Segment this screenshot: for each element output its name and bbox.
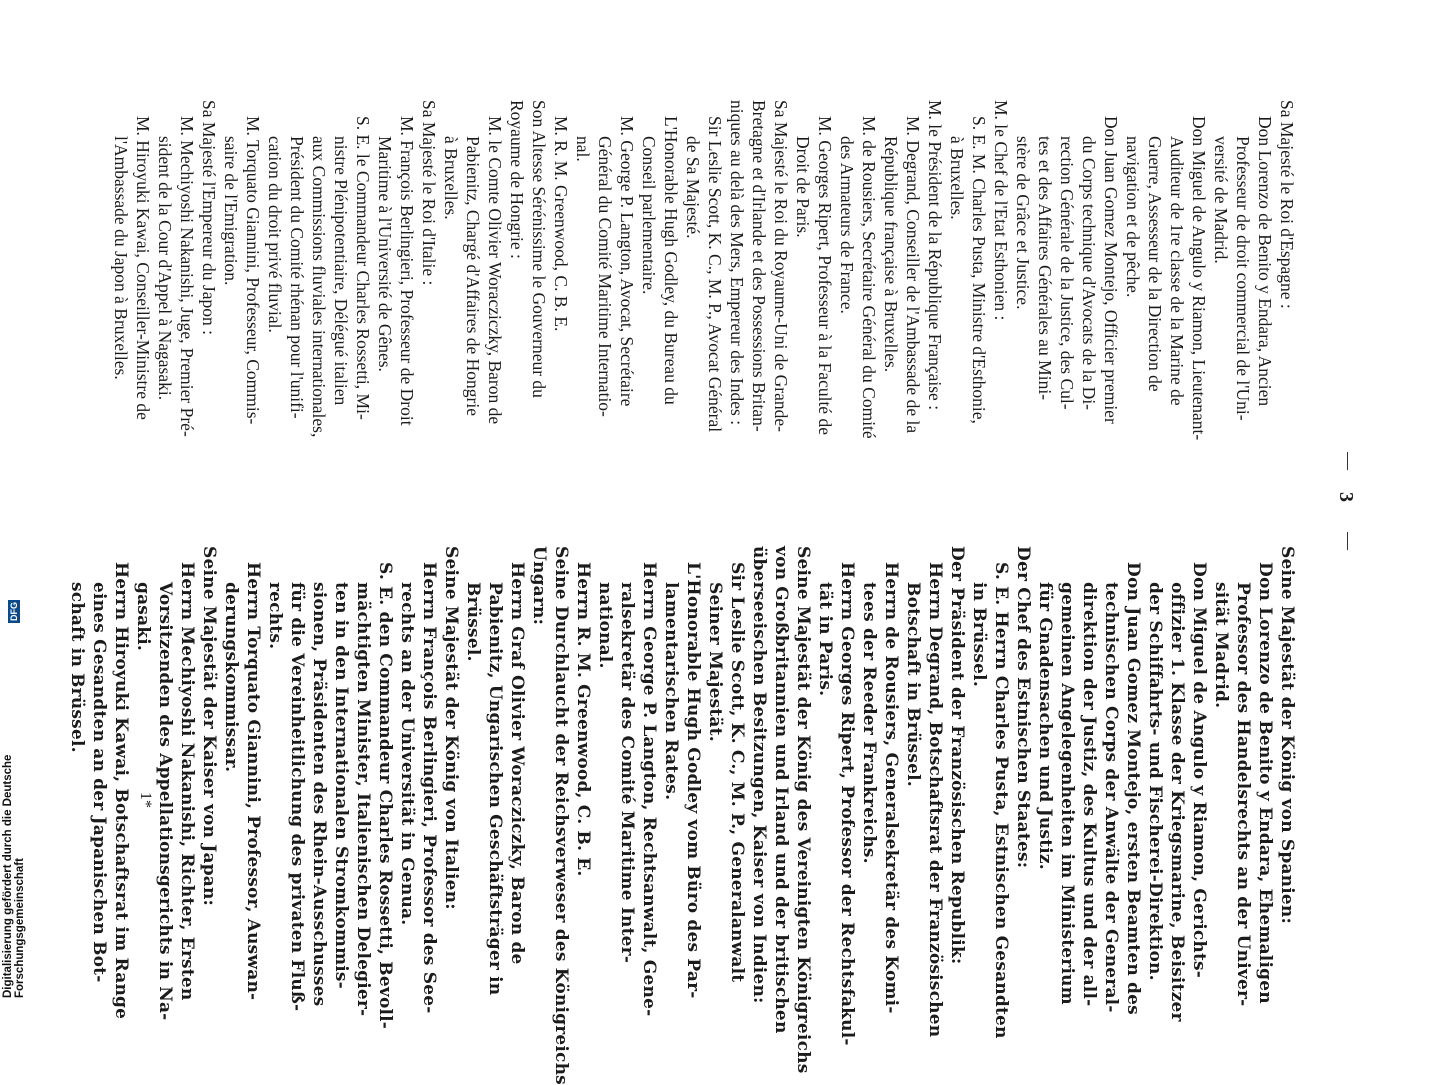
french-line: République française à Bruxelles. [881, 136, 901, 373]
french-line: M. Degrand, Conseiller de l'Ambassade de la [903, 116, 923, 434]
german-line: gemeinen Angelegenheiten im Ministerium [1057, 582, 1077, 1005]
german-line: überseeischen Besitzungen, Kaiser von Indien: [749, 546, 769, 1004]
german-line: für die Vereinheitlichung des privaten Fluß- [287, 582, 307, 1012]
page-dash-bottom: — [1339, 532, 1359, 550]
french-line: Don Juan Gomez Montejo, Officier premier [1101, 116, 1121, 424]
french-line: navigation et de pêche. [1123, 136, 1143, 298]
french-line: M. Georges Ripert, Professeur à la Faculté de [815, 116, 835, 435]
french-line: L'Honorable Hugh Godley, du Bureau du [661, 116, 681, 405]
german-line: S. E. den Commandeur Charles Rossetti, Bevoll- [375, 562, 395, 1030]
french-line: rection Générale de la Justice, des Cul- [1057, 136, 1077, 410]
french-line: M. Torquato Giannini, Professeur, Commis- [243, 116, 263, 425]
french-line: du Corps technique d'Avocats de la Di- [1079, 136, 1099, 411]
german-line: national. [595, 582, 615, 669]
german-line: eines Gesandten an der Japanischen Bot- [89, 582, 109, 983]
german-line: rechts an der Universität in Genua. [397, 582, 417, 926]
german-line: Der Präsident der Französischen Republik: [947, 546, 967, 965]
french-line: M. George P. Langton, Avocat, Secrétaire [617, 116, 637, 407]
french-line: l'Ambassade du Japon à Bruxelles. [111, 136, 131, 380]
german-line: Sir Leslie Scott, K. C., M. P., Generalanwalt [727, 562, 747, 983]
french-line: Sa Majesté le Roi d'Italie : [419, 100, 439, 286]
german-line: von Großbritannien und Irland und der britischen [771, 546, 791, 1034]
german-line: Herrn George P. Langton, Rechtsanwalt, Gene- [639, 562, 659, 1017]
french-line: saire de l'Emigration. [221, 136, 241, 286]
german-line: Herrn Georges Ripert, Professor der Rechtsfakul- [837, 562, 857, 1046]
german-line: Herrn Torquato Giannini, Professor, Auswan- [243, 562, 263, 1001]
german-line: Don Lorenzo de Benito y Endara, Ehemaligen [1255, 562, 1275, 1004]
german-line: derungskommissar. [221, 582, 241, 773]
signature-mark: 1* [137, 792, 154, 808]
french-line: S. E. M. Charles Pusta, Ministre d'Esthonie, [969, 116, 989, 424]
german-line: in Brüssel. [969, 582, 989, 687]
german-line: S. E. Herrn Charles Pusta, Estnischen Gesandten [991, 562, 1011, 1039]
german-line: Ungarn: [529, 546, 549, 626]
french-column [110, 100, 1298, 440]
french-line: tes et des Affaires Générales au Mini- [1035, 136, 1055, 401]
german-column [66, 546, 1298, 1085]
french-line: Don Miguel de Angulo y Riamon, Lieutenant- [1189, 116, 1209, 441]
french-line: M. le Chef de l'Etat Esthonien : [991, 100, 1011, 321]
german-line: Professor des Handelsrechts an der Univer- [1233, 582, 1253, 1007]
french-line: Sa Majesté l'Empereur du Japon : [199, 100, 219, 335]
french-line: sident de la Cour d'Appel à Nagasaki. [155, 136, 175, 401]
french-line: M. le Président de la République Française : [925, 100, 945, 411]
french-line: de Sa Majesté. [683, 136, 703, 239]
german-line: für Gnadensachen und Justiz. [1035, 582, 1055, 870]
german-line: sionen, Präsidenten des Rhein-Ausschusses [309, 582, 329, 1007]
german-line: Seine Durchlaucht der Reichsverweser des Königreichs [551, 546, 571, 1085]
german-line: Herrn R. M. Greenwood, C. B. E. [573, 562, 593, 877]
german-line: gasaki. [133, 582, 153, 652]
french-line: Bretagne et d'Irlande et des Possessions Britan- [749, 100, 769, 432]
french-line: Royaume de Hongrie : [507, 100, 527, 259]
german-line: Herrn de Rousiers, Generalsekretär des Komi- [881, 562, 901, 1014]
french-line: Général du Comité Maritime Internatio- [595, 136, 615, 417]
german-line: L'Honorable Hugh Godley vom Büro des Par- [683, 562, 703, 999]
german-line: sität Madrid. [1211, 582, 1231, 709]
german-line: schaft in Brüssel. [67, 582, 87, 753]
german-line: ten in den Internationalen Stromkommis- [331, 582, 351, 989]
german-line: mächtigten Minister, Italienischen Delegier- [353, 582, 373, 1017]
french-line: aux Commissions fluviales internationales, [309, 136, 329, 438]
german-line: der Schiffahrts- und Fischerei-Direktion. [1145, 582, 1165, 981]
page-dash-top: — [1339, 452, 1359, 470]
french-line: Président du Comité rhénan pour l'unifi- [287, 136, 307, 419]
german-line: Pabienitz, Ungarischen Geschäftsträger in [485, 582, 505, 996]
french-line: Sa Majesté le Roi d'Espagne : [1277, 100, 1297, 309]
german-line: offizier 1. Klasse der Kriegsmarine, Beisitzer [1167, 582, 1187, 1022]
german-line: direktion der Justiz, des Kultus und der all- [1079, 582, 1099, 1007]
french-line: M. Mechiyoshi Nakanishi, Juge, Premier Pré- [177, 116, 197, 437]
german-line: Herrn François Berlingieri, Professor des See- [419, 562, 439, 1014]
german-line: rechts. [265, 582, 285, 650]
french-line: à Bruxelles. [441, 136, 461, 220]
french-line: Conseil parlementaire. [639, 136, 659, 295]
french-line: Sir Leslie Scott, K. C., M. P., Avocat Général [705, 116, 725, 433]
german-line: Seine Majestät der Kaiser von Japan: [199, 546, 219, 907]
french-line: Son Altesse Sérénissime le Gouverneur du [529, 100, 549, 398]
german-line: Don Juan Gomez Montejo, ersten Beamten des [1123, 562, 1143, 1015]
german-line: Seine Majestät der König von Spanien: [1277, 546, 1297, 924]
french-line: M. le Comte Olivier Woracziczky, Baron de [485, 116, 505, 425]
german-line: Herrn Mechiyoshi Nakanishi, Richter, Ersten [177, 562, 197, 1001]
french-line: Professeur de droit commercial de l'Uni- [1233, 136, 1253, 421]
german-line: Brüssel. [463, 582, 483, 662]
french-line: niques au delà des Mers, Empereur des Indes : [727, 100, 747, 426]
french-line: Don Lorenzo de Benito y Endara, Ancien [1255, 116, 1275, 407]
footer-text: Digitalisierung gefördert durch die Deutsche Forschungsgemeinschaft [2, 754, 26, 998]
german-line: Don Miguel de Angulo y Riamon, Gerichts- [1189, 562, 1209, 979]
german-line: tät in Paris. [815, 582, 835, 697]
german-line: tees der Reeder Frankreichs. [859, 582, 879, 864]
german-line: Seiner Majestät. [705, 582, 725, 742]
french-line: Sa Majesté le Roi du Royaume-Uni de Grande- [771, 100, 791, 432]
french-line: nal. [573, 136, 593, 162]
french-line: versité de Madrid. [1211, 136, 1231, 264]
dfg-logo: DFG [9, 602, 19, 621]
french-line: M. de Rousiers, Secrétaire Général du Comité [859, 116, 879, 439]
french-line: Guerre, Assesseur de la Direction de [1145, 136, 1165, 392]
german-line: Seine Majestät der König von Italien: [441, 546, 461, 910]
french-line: M. R. M. Greenwood, C. B. E. [551, 116, 571, 332]
french-line: nistre Plénipotentiaire, Délégué italien [331, 136, 351, 406]
german-line: technischen Corps der Anwälte der General- [1101, 582, 1121, 1013]
french-line: Pabienitz, Chargé d'Affaires de Hongrie [463, 136, 483, 416]
german-line: Vorsitzenden des Appellationsgerichts in Na- [155, 582, 175, 1021]
german-line: Herrn Hiroyuki Kawai, Botschaftsrat im Range [111, 562, 131, 1020]
french-line: stère de Grâce et Justice. [1013, 136, 1033, 310]
page-number: 3 [1335, 492, 1357, 502]
french-line: M. François Berlingieri, Professeur de Droit [397, 116, 417, 426]
german-line: Der Chef des Estnischen Staates: [1013, 546, 1033, 869]
german-line: lamentarischen Rates. [661, 582, 681, 801]
german-line: Seine Majestät der König des Vereinigten Königreichs [793, 546, 813, 1074]
german-line: Herrn Degrand, Botschaftsrat der Französischen [925, 562, 945, 1038]
digitization-footer [2, 600, 26, 998]
french-line: Maritime à l'Université de Gênes. [375, 136, 395, 372]
french-line: Droit de Paris. [793, 136, 813, 238]
french-line: cation du droit privé fluvial. [265, 136, 285, 333]
german-line: ralsekretär des Comité Maritime Inter- [617, 582, 637, 964]
french-line: des Armateurs de France. [837, 136, 857, 314]
german-line: Botschaft in Brüssel. [903, 582, 923, 787]
french-line: S. E. le Commandeur Charles Rossetti, Mi- [353, 116, 373, 420]
german-line: Herrn Graf Olivier Woracziczky, Baron de [507, 562, 527, 965]
french-line: M. Hiroyuki Kawai, Conseiller-Ministre de [133, 116, 153, 420]
french-line: à Bruxelles. [947, 136, 967, 220]
french-line: Auditeur de 1re classe de la Marine de [1167, 136, 1187, 406]
